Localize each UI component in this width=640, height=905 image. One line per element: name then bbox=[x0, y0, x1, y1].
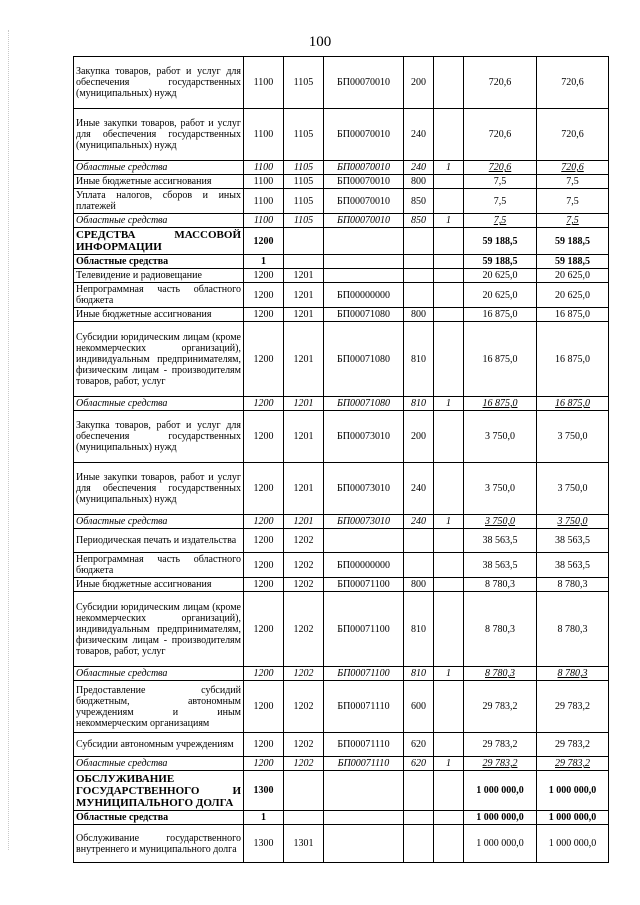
subsection-code: 1201 bbox=[284, 463, 324, 515]
row-name: Закупка товаров, работ и услуг для обеспечения государственных (муниципальных) нужд bbox=[74, 411, 244, 463]
table-row bbox=[74, 667, 609, 681]
amount-year-2: 59 188,5 bbox=[537, 255, 609, 269]
amount-year-2: 720,6 bbox=[537, 109, 609, 161]
amount-year-2: 3 750,0 bbox=[537, 411, 609, 463]
row-name: Областные средства bbox=[74, 667, 244, 681]
target-article-code: БП00071100 bbox=[324, 578, 404, 592]
subsection-code: 1201 bbox=[284, 283, 324, 308]
target-article-code bbox=[324, 811, 404, 825]
subsection-code: 1201 bbox=[284, 308, 324, 322]
funding-source-code: 1 bbox=[434, 397, 464, 411]
amount-year-1: 7,5 bbox=[464, 214, 537, 228]
target-article-code bbox=[324, 529, 404, 553]
section-code: 1100 bbox=[244, 161, 284, 175]
expense-type-code bbox=[404, 283, 434, 308]
row-name: Закупка товаров, работ и услуг для обеспечения государственных (муниципальных) нужд bbox=[74, 57, 244, 109]
subsection-code: 1105 bbox=[284, 175, 324, 189]
amount-year-2: 20 625,0 bbox=[537, 269, 609, 283]
section-code: 1200 bbox=[244, 757, 284, 771]
expense-type-code: 240 bbox=[404, 515, 434, 529]
subsection-code: 1201 bbox=[284, 411, 324, 463]
section-code: 1200 bbox=[244, 553, 284, 578]
funding-source-code: 1 bbox=[434, 515, 464, 529]
expense-type-code: 620 bbox=[404, 757, 434, 771]
subsection-code: 1105 bbox=[284, 189, 324, 214]
table-row bbox=[74, 175, 609, 189]
target-article-code bbox=[324, 269, 404, 283]
amount-year-1: 720,6 bbox=[464, 161, 537, 175]
page-number: 100 bbox=[308, 34, 332, 50]
subsection-code bbox=[284, 228, 324, 255]
table-row bbox=[74, 825, 609, 863]
expense-type-code: 240 bbox=[404, 161, 434, 175]
amount-year-1: 720,6 bbox=[464, 57, 537, 109]
expense-type-code: 800 bbox=[404, 175, 434, 189]
funding-source-code bbox=[434, 681, 464, 733]
budget-table-body bbox=[74, 57, 609, 863]
section-code: 1200 bbox=[244, 308, 284, 322]
expense-type-code bbox=[404, 553, 434, 578]
expense-type-code bbox=[404, 529, 434, 553]
section-code: 1100 bbox=[244, 175, 284, 189]
funding-source-code bbox=[434, 529, 464, 553]
amount-year-2: 720,6 bbox=[537, 161, 609, 175]
amount-year-1: 20 625,0 bbox=[464, 269, 537, 283]
section-code: 1200 bbox=[244, 592, 284, 667]
expense-type-code: 800 bbox=[404, 578, 434, 592]
amount-year-1: 1 000 000,0 bbox=[464, 811, 537, 825]
amount-year-1: 59 188,5 bbox=[464, 255, 537, 269]
table-row bbox=[74, 578, 609, 592]
row-name: Областные средства bbox=[74, 255, 244, 269]
expense-type-code: 810 bbox=[404, 397, 434, 411]
section-code: 1200 bbox=[244, 529, 284, 553]
target-article-code: БП00071080 bbox=[324, 308, 404, 322]
funding-source-code bbox=[434, 811, 464, 825]
expense-type-code: 240 bbox=[404, 109, 434, 161]
subsection-code: 1201 bbox=[284, 269, 324, 283]
funding-source-code bbox=[434, 578, 464, 592]
amount-year-2: 29 783,2 bbox=[537, 733, 609, 757]
funding-source-code bbox=[434, 825, 464, 863]
section-code: 1100 bbox=[244, 214, 284, 228]
amount-year-1: 7,5 bbox=[464, 189, 537, 214]
amount-year-1: 29 783,2 bbox=[464, 681, 537, 733]
amount-year-1: 20 625,0 bbox=[464, 283, 537, 308]
amount-year-2: 7,5 bbox=[537, 175, 609, 189]
amount-year-2: 16 875,0 bbox=[537, 397, 609, 411]
expense-type-code bbox=[404, 228, 434, 255]
subsection-code: 1105 bbox=[284, 57, 324, 109]
target-article-code: БП00071080 bbox=[324, 322, 404, 397]
funding-source-code bbox=[434, 228, 464, 255]
funding-source-code bbox=[434, 255, 464, 269]
table-row bbox=[74, 189, 609, 214]
amount-year-1: 59 188,5 bbox=[464, 228, 537, 255]
amount-year-2: 59 188,5 bbox=[537, 228, 609, 255]
budget-table bbox=[73, 56, 609, 863]
amount-year-1: 7,5 bbox=[464, 175, 537, 189]
expense-type-code: 800 bbox=[404, 308, 434, 322]
expense-type-code: 850 bbox=[404, 189, 434, 214]
row-name: Обслуживание государственного внутреннего и муниципального долга bbox=[74, 825, 244, 863]
row-name: Областные средства bbox=[74, 397, 244, 411]
table-row bbox=[74, 592, 609, 667]
target-article-code: БП00070010 bbox=[324, 189, 404, 214]
subsection-code: 1202 bbox=[284, 667, 324, 681]
amount-year-1: 38 563,5 bbox=[464, 553, 537, 578]
target-article-code: БП00071110 bbox=[324, 681, 404, 733]
row-name: Уплата налогов, сборов и иных платежей bbox=[74, 189, 244, 214]
amount-year-2: 38 563,5 bbox=[537, 553, 609, 578]
target-article-code: БП00071100 bbox=[324, 667, 404, 681]
expense-type-code: 200 bbox=[404, 411, 434, 463]
row-name: Иные бюджетные ассигнования bbox=[74, 308, 244, 322]
section-code: 1200 bbox=[244, 228, 284, 255]
row-name: Областные средства bbox=[74, 811, 244, 825]
section-code: 1200 bbox=[244, 733, 284, 757]
table-row bbox=[74, 811, 609, 825]
section-code: 1200 bbox=[244, 578, 284, 592]
expense-type-code bbox=[404, 811, 434, 825]
amount-year-1: 8 780,3 bbox=[464, 592, 537, 667]
table-row bbox=[74, 322, 609, 397]
amount-year-1: 29 783,2 bbox=[464, 733, 537, 757]
funding-source-code bbox=[434, 411, 464, 463]
funding-source-code bbox=[434, 553, 464, 578]
section-code: 1200 bbox=[244, 667, 284, 681]
row-name: Непрограммная часть областного бюджета bbox=[74, 283, 244, 308]
table-row bbox=[74, 515, 609, 529]
section-code: 1100 bbox=[244, 57, 284, 109]
section-code: 1200 bbox=[244, 397, 284, 411]
table-row bbox=[74, 214, 609, 228]
target-article-code bbox=[324, 228, 404, 255]
expense-type-code: 810 bbox=[404, 667, 434, 681]
expense-type-code: 810 bbox=[404, 592, 434, 667]
amount-year-1: 1 000 000,0 bbox=[464, 825, 537, 863]
funding-source-code bbox=[434, 308, 464, 322]
table-row bbox=[74, 529, 609, 553]
subsection-code: 1202 bbox=[284, 529, 324, 553]
target-article-code: БП00071100 bbox=[324, 592, 404, 667]
amount-year-2: 16 875,0 bbox=[537, 322, 609, 397]
table-row bbox=[74, 397, 609, 411]
section-code: 1200 bbox=[244, 681, 284, 733]
target-article-code bbox=[324, 825, 404, 863]
subsection-code: 1202 bbox=[284, 681, 324, 733]
binding-margin-dots bbox=[8, 30, 10, 850]
amount-year-1: 8 780,3 bbox=[464, 578, 537, 592]
row-name: Иные закупки товаров, работ и услуг для обеспечения государственных (муниципальных) нужд bbox=[74, 463, 244, 515]
amount-year-2: 16 875,0 bbox=[537, 308, 609, 322]
table-row bbox=[74, 757, 609, 771]
expense-type-code bbox=[404, 771, 434, 811]
table-row bbox=[74, 411, 609, 463]
subsection-code: 1201 bbox=[284, 322, 324, 397]
subsection-code bbox=[284, 771, 324, 811]
funding-source-code bbox=[434, 109, 464, 161]
table-row bbox=[74, 269, 609, 283]
row-name: Областные средства bbox=[74, 515, 244, 529]
section-code: 1100 bbox=[244, 109, 284, 161]
subsection-code bbox=[284, 255, 324, 269]
amount-year-1: 3 750,0 bbox=[464, 515, 537, 529]
row-name: Телевидение и радиовещание bbox=[74, 269, 244, 283]
row-name: Областные средства bbox=[74, 161, 244, 175]
target-article-code bbox=[324, 255, 404, 269]
amount-year-2: 29 783,2 bbox=[537, 681, 609, 733]
row-name: Субсидии юридическим лицам (кроме некоммерческих организаций), индивидуальным предпринимателям, физическим лицам - производителям товаров, работ, услуг bbox=[74, 322, 244, 397]
amount-year-2: 8 780,3 bbox=[537, 592, 609, 667]
table-row bbox=[74, 463, 609, 515]
funding-source-code: 1 bbox=[434, 757, 464, 771]
section-code: 1200 bbox=[244, 322, 284, 397]
table-row bbox=[74, 681, 609, 733]
target-article-code bbox=[324, 771, 404, 811]
row-name: СРЕДСТВА МАССОВОЙ ИНФОРМАЦИИ bbox=[74, 228, 244, 255]
expense-type-code: 810 bbox=[404, 322, 434, 397]
amount-year-1: 720,6 bbox=[464, 109, 537, 161]
section-code: 1200 bbox=[244, 283, 284, 308]
subsection-code: 1301 bbox=[284, 825, 324, 863]
table-row bbox=[74, 553, 609, 578]
target-article-code: БП00000000 bbox=[324, 283, 404, 308]
target-article-code: БП00071110 bbox=[324, 733, 404, 757]
row-name: Непрограммная часть областного бюджета bbox=[74, 553, 244, 578]
expense-type-code: 850 bbox=[404, 214, 434, 228]
amount-year-1: 16 875,0 bbox=[464, 397, 537, 411]
amount-year-2: 1 000 000,0 bbox=[537, 825, 609, 863]
subsection-code: 1202 bbox=[284, 578, 324, 592]
target-article-code: БП00073010 bbox=[324, 411, 404, 463]
amount-year-2: 38 563,5 bbox=[537, 529, 609, 553]
amount-year-1: 29 783,2 bbox=[464, 757, 537, 771]
table-row bbox=[74, 228, 609, 255]
amount-year-2: 3 750,0 bbox=[537, 463, 609, 515]
target-article-code: БП00073010 bbox=[324, 515, 404, 529]
subsection-code: 1202 bbox=[284, 592, 324, 667]
expense-type-code: 620 bbox=[404, 733, 434, 757]
amount-year-2: 8 780,3 bbox=[537, 578, 609, 592]
amount-year-1: 16 875,0 bbox=[464, 322, 537, 397]
expense-type-code bbox=[404, 269, 434, 283]
amount-year-1: 3 750,0 bbox=[464, 463, 537, 515]
target-article-code: БП00000000 bbox=[324, 553, 404, 578]
subsection-code bbox=[284, 811, 324, 825]
subsection-code: 1105 bbox=[284, 161, 324, 175]
funding-source-code bbox=[434, 322, 464, 397]
funding-source-code bbox=[434, 283, 464, 308]
amount-year-2: 7,5 bbox=[537, 189, 609, 214]
table-row bbox=[74, 771, 609, 811]
target-article-code: БП00070010 bbox=[324, 57, 404, 109]
amount-year-1: 38 563,5 bbox=[464, 529, 537, 553]
row-name: Субсидии автономным учреждениям bbox=[74, 733, 244, 757]
table-row bbox=[74, 733, 609, 757]
subsection-code: 1202 bbox=[284, 553, 324, 578]
target-article-code: БП00070010 bbox=[324, 175, 404, 189]
subsection-code: 1105 bbox=[284, 214, 324, 228]
row-name: Иные закупки товаров, работ и услуг для обеспечения государственных (муниципальных) нужд bbox=[74, 109, 244, 161]
table-row bbox=[74, 255, 609, 269]
row-name: Областные средства bbox=[74, 757, 244, 771]
section-code: 1 bbox=[244, 255, 284, 269]
row-name: Субсидии юридическим лицам (кроме некоммерческих организаций), индивидуальным предпринимателям, физическим лицам - производителям товаров, работ, услуг bbox=[74, 592, 244, 667]
amount-year-2: 720,6 bbox=[537, 57, 609, 109]
section-code: 1200 bbox=[244, 411, 284, 463]
target-article-code: БП00070010 bbox=[324, 214, 404, 228]
funding-source-code: 1 bbox=[434, 161, 464, 175]
table-row bbox=[74, 109, 609, 161]
funding-source-code bbox=[434, 57, 464, 109]
table-row bbox=[74, 283, 609, 308]
amount-year-1: 3 750,0 bbox=[464, 411, 537, 463]
subsection-code: 1202 bbox=[284, 733, 324, 757]
funding-source-code bbox=[434, 733, 464, 757]
section-code: 1300 bbox=[244, 771, 284, 811]
table-row bbox=[74, 161, 609, 175]
target-article-code: БП00070010 bbox=[324, 161, 404, 175]
target-article-code: БП00073010 bbox=[324, 463, 404, 515]
funding-source-code: 1 bbox=[434, 214, 464, 228]
expense-type-code: 600 bbox=[404, 681, 434, 733]
section-code: 1200 bbox=[244, 269, 284, 283]
amount-year-2: 1 000 000,0 bbox=[537, 811, 609, 825]
amount-year-1: 8 780,3 bbox=[464, 667, 537, 681]
funding-source-code: 1 bbox=[434, 667, 464, 681]
amount-year-1: 16 875,0 bbox=[464, 308, 537, 322]
expense-type-code: 200 bbox=[404, 57, 434, 109]
section-code: 1300 bbox=[244, 825, 284, 863]
subsection-code: 1201 bbox=[284, 515, 324, 529]
table-row bbox=[74, 57, 609, 109]
amount-year-2: 7,5 bbox=[537, 214, 609, 228]
row-name: Областные средства bbox=[74, 214, 244, 228]
amount-year-2: 8 780,3 bbox=[537, 667, 609, 681]
funding-source-code bbox=[434, 771, 464, 811]
amount-year-2: 1 000 000,0 bbox=[537, 771, 609, 811]
row-name: Предоставление субсидий бюджетным, автономным учреждениям и иным некоммерческим организациям bbox=[74, 681, 244, 733]
subsection-code: 1105 bbox=[284, 109, 324, 161]
subsection-code: 1202 bbox=[284, 757, 324, 771]
section-code: 1100 bbox=[244, 189, 284, 214]
amount-year-2: 20 625,0 bbox=[537, 283, 609, 308]
expense-type-code bbox=[404, 255, 434, 269]
section-code: 1 bbox=[244, 811, 284, 825]
row-name: Иные бюджетные ассигнования bbox=[74, 578, 244, 592]
funding-source-code bbox=[434, 269, 464, 283]
row-name: ОБСЛУЖИВАНИЕ ГОСУДАРСТВЕННОГО И МУНИЦИПАЛЬНОГО ДОЛГА bbox=[74, 771, 244, 811]
expense-type-code: 240 bbox=[404, 463, 434, 515]
section-code: 1200 bbox=[244, 463, 284, 515]
row-name: Иные бюджетные ассигнования bbox=[74, 175, 244, 189]
funding-source-code bbox=[434, 189, 464, 214]
amount-year-2: 29 783,2 bbox=[537, 757, 609, 771]
target-article-code: БП00071080 bbox=[324, 397, 404, 411]
amount-year-1: 1 000 000,0 bbox=[464, 771, 537, 811]
amount-year-2: 3 750,0 bbox=[537, 515, 609, 529]
funding-source-code bbox=[434, 592, 464, 667]
section-code: 1200 bbox=[244, 515, 284, 529]
funding-source-code bbox=[434, 463, 464, 515]
target-article-code: БП00071110 bbox=[324, 757, 404, 771]
funding-source-code bbox=[434, 175, 464, 189]
expense-type-code bbox=[404, 825, 434, 863]
subsection-code: 1201 bbox=[284, 397, 324, 411]
table-row bbox=[74, 308, 609, 322]
target-article-code: БП00070010 bbox=[324, 109, 404, 161]
row-name: Периодическая печать и издательства bbox=[74, 529, 244, 553]
